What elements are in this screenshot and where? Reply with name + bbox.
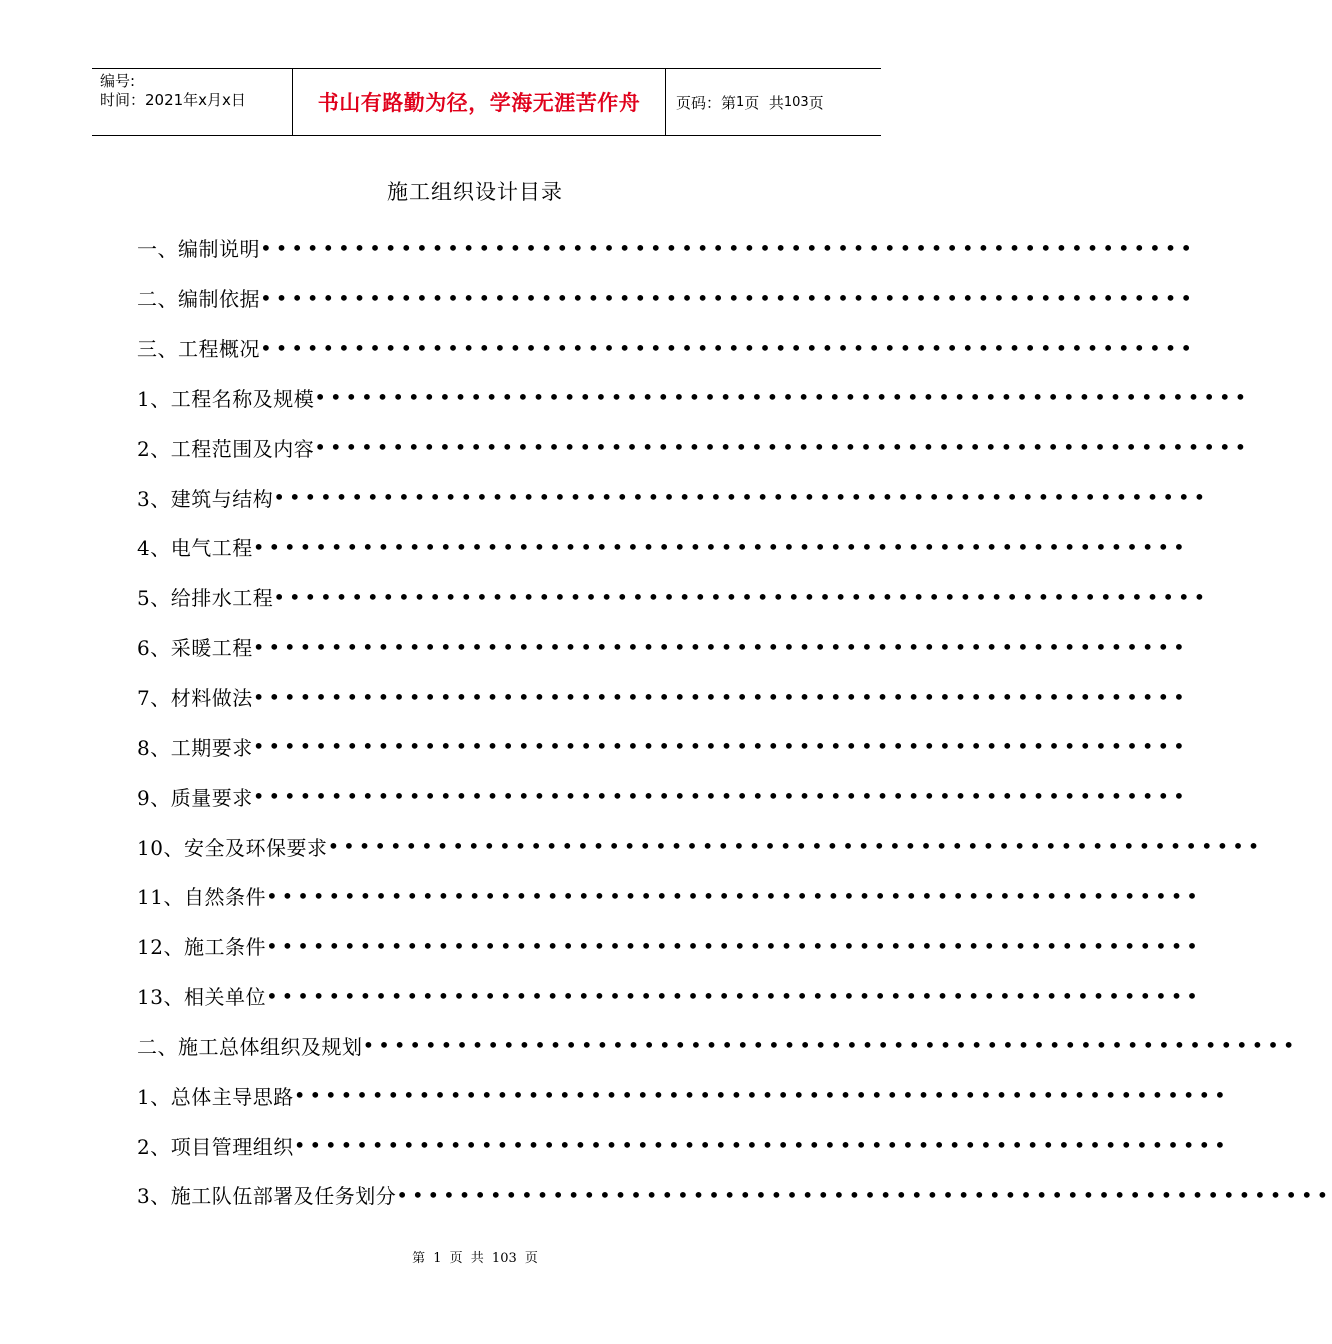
toc-item-label: 3、施工队伍部署及任务划分 [137, 1184, 397, 1209]
toc-item[interactable] [137, 771, 1189, 821]
toc-dot-leader: •••••••••••••••••••••••••••••••••••••••••••••••••••••••••••• [260, 335, 1196, 360]
toc-item[interactable] [137, 971, 1202, 1021]
toc-item[interactable] [137, 1120, 1230, 1170]
toc-item[interactable] [137, 1070, 1230, 1120]
toc-item[interactable] [137, 223, 1196, 273]
toc-item-label: 7、材料做法 [137, 686, 253, 711]
toc-item[interactable] [137, 572, 1210, 622]
page-info-prefix: 页码：第 [676, 93, 737, 112]
toc-item[interactable] [137, 921, 1202, 971]
toc-dot-leader: •••••••••••••••••••••••••••••••••••••••••••••••••••••••••••• [362, 1033, 1299, 1058]
toc-dot-leader: •••••••••••••••••••••••••••••••••••••••••••••••••••••••••••• [265, 983, 1202, 1008]
header-meta-cell [92, 69, 293, 135]
toc-dot-leader: •••••••••••••••••••••••••••••••••••••••••••••••••••••••••••• [314, 385, 1251, 410]
toc-item-label: 三、工程概况 [137, 337, 260, 362]
toc-item[interactable] [137, 1170, 1332, 1220]
header-motto: 书山有路勤为径，学海无涯苦作舟 [317, 91, 641, 115]
toc-item-label: 4、电气工程 [137, 536, 253, 561]
toc-dot-leader: •••••••••••••••••••••••••••••••••••••••••••••••••••••••••••• [252, 784, 1189, 809]
toc-dot-leader: •••••••••••••••••••••••••••••••••••••••••••••••••••••••••••• [396, 1182, 1332, 1207]
toc-item[interactable] [137, 672, 1189, 722]
toc-item-label: 8、工期要求 [137, 735, 253, 760]
toc-dot-leader: •••••••••••••••••••••••••••••••••••••••••••••••••••••••••••• [293, 1133, 1230, 1158]
toc-dot-leader: •••••••••••••••••••••••••••••••••••••••••••••••••••••••••••• [252, 734, 1189, 759]
toc-dot-leader: •••••••••••••••••••••••••••••••••••••••••••••••••••••••••••• [260, 285, 1196, 310]
toc-dot-leader: •••••••••••••••••••••••••••••••••••••••••••••••••••••••••••• [265, 883, 1202, 908]
toc-item-label: 二、编制依据 [137, 287, 260, 312]
toc-item[interactable] [137, 871, 1202, 921]
document-number-label: 编号: [100, 72, 136, 90]
toc-item[interactable] [137, 422, 1251, 472]
toc-item-label: 13、相关单位 [137, 985, 266, 1010]
toc-item-label: 3、建筑与结构 [137, 486, 274, 511]
toc-item-label: 2、工程范围及内容 [137, 436, 315, 461]
toc-item[interactable] [137, 373, 1251, 423]
toc-dot-leader: •••••••••••••••••••••••••••••••••••••••••••••••••••••••••••• [327, 834, 1264, 859]
toc-dot-leader: •••••••••••••••••••••••••••••••••••••••••••••••••••••••••••• [252, 534, 1189, 559]
toc-dot-leader: •••••••••••••••••••••••••••••••••••••••••••••••••••••••••••• [252, 634, 1189, 659]
toc-dot-leader: •••••••••••••••••••••••••••••••••••••••••••••••••••••••••••• [252, 684, 1189, 709]
toc-item-label: 1、总体主导思路 [137, 1084, 294, 1109]
page-info-total: 103 [783, 94, 809, 110]
table-of-contents [137, 223, 1332, 1220]
header-page-info [666, 69, 881, 135]
toc-item-label: 6、采暖工程 [137, 636, 253, 661]
toc-item-label: 一、编制说明 [137, 237, 260, 262]
toc-item[interactable] [137, 721, 1189, 771]
toc-item-label: 1、工程名称及规模 [137, 386, 315, 411]
toc-dot-leader: •••••••••••••••••••••••••••••••••••••••••••••••••••••••••••• [273, 485, 1210, 510]
toc-item-label: 12、施工条件 [137, 935, 266, 960]
toc-item-label: 11、自然条件 [137, 885, 266, 910]
page-header [92, 68, 881, 136]
toc-item[interactable] [137, 522, 1189, 572]
page-info-suffix: 页 [808, 93, 824, 112]
toc-item[interactable] [137, 323, 1196, 373]
toc-dot-leader: •••••••••••••••••••••••••••••••••••••••••••••••••••••••••••• [265, 933, 1202, 958]
page-info-mid: 页 共 [744, 93, 784, 112]
toc-item[interactable] [137, 273, 1196, 323]
toc-dot-leader: •••••••••••••••••••••••••••••••••••••••••••••••••••••••••••• [273, 584, 1210, 609]
page-footer: 第 1 页 共 103 页 [412, 1251, 538, 1266]
page-info-current: 1 [736, 94, 745, 110]
toc-item-label: 5、给排水工程 [137, 586, 274, 611]
toc-item-label: 10、安全及环保要求 [137, 835, 328, 860]
toc-item[interactable] [137, 821, 1264, 871]
toc-dot-leader: •••••••••••••••••••••••••••••••••••••••••••••••••••••••••••• [260, 235, 1196, 260]
document-date: 时间：2021年x月x日 [100, 91, 246, 109]
toc-item[interactable] [137, 472, 1210, 522]
toc-item[interactable] [137, 1021, 1299, 1071]
toc-dot-leader: •••••••••••••••••••••••••••••••••••••••••••••••••••••••••••• [293, 1083, 1230, 1108]
toc-item-label: 9、质量要求 [137, 785, 253, 810]
document-title: 施工组织设计目录 [387, 180, 563, 204]
toc-item[interactable] [137, 622, 1189, 672]
toc-item-label: 2、项目管理组织 [137, 1134, 294, 1159]
toc-item-label: 二、施工总体组织及规划 [137, 1034, 363, 1059]
toc-dot-leader: •••••••••••••••••••••••••••••••••••••••••••••••••••••••••••• [314, 435, 1251, 460]
header-motto-cell [293, 69, 666, 135]
